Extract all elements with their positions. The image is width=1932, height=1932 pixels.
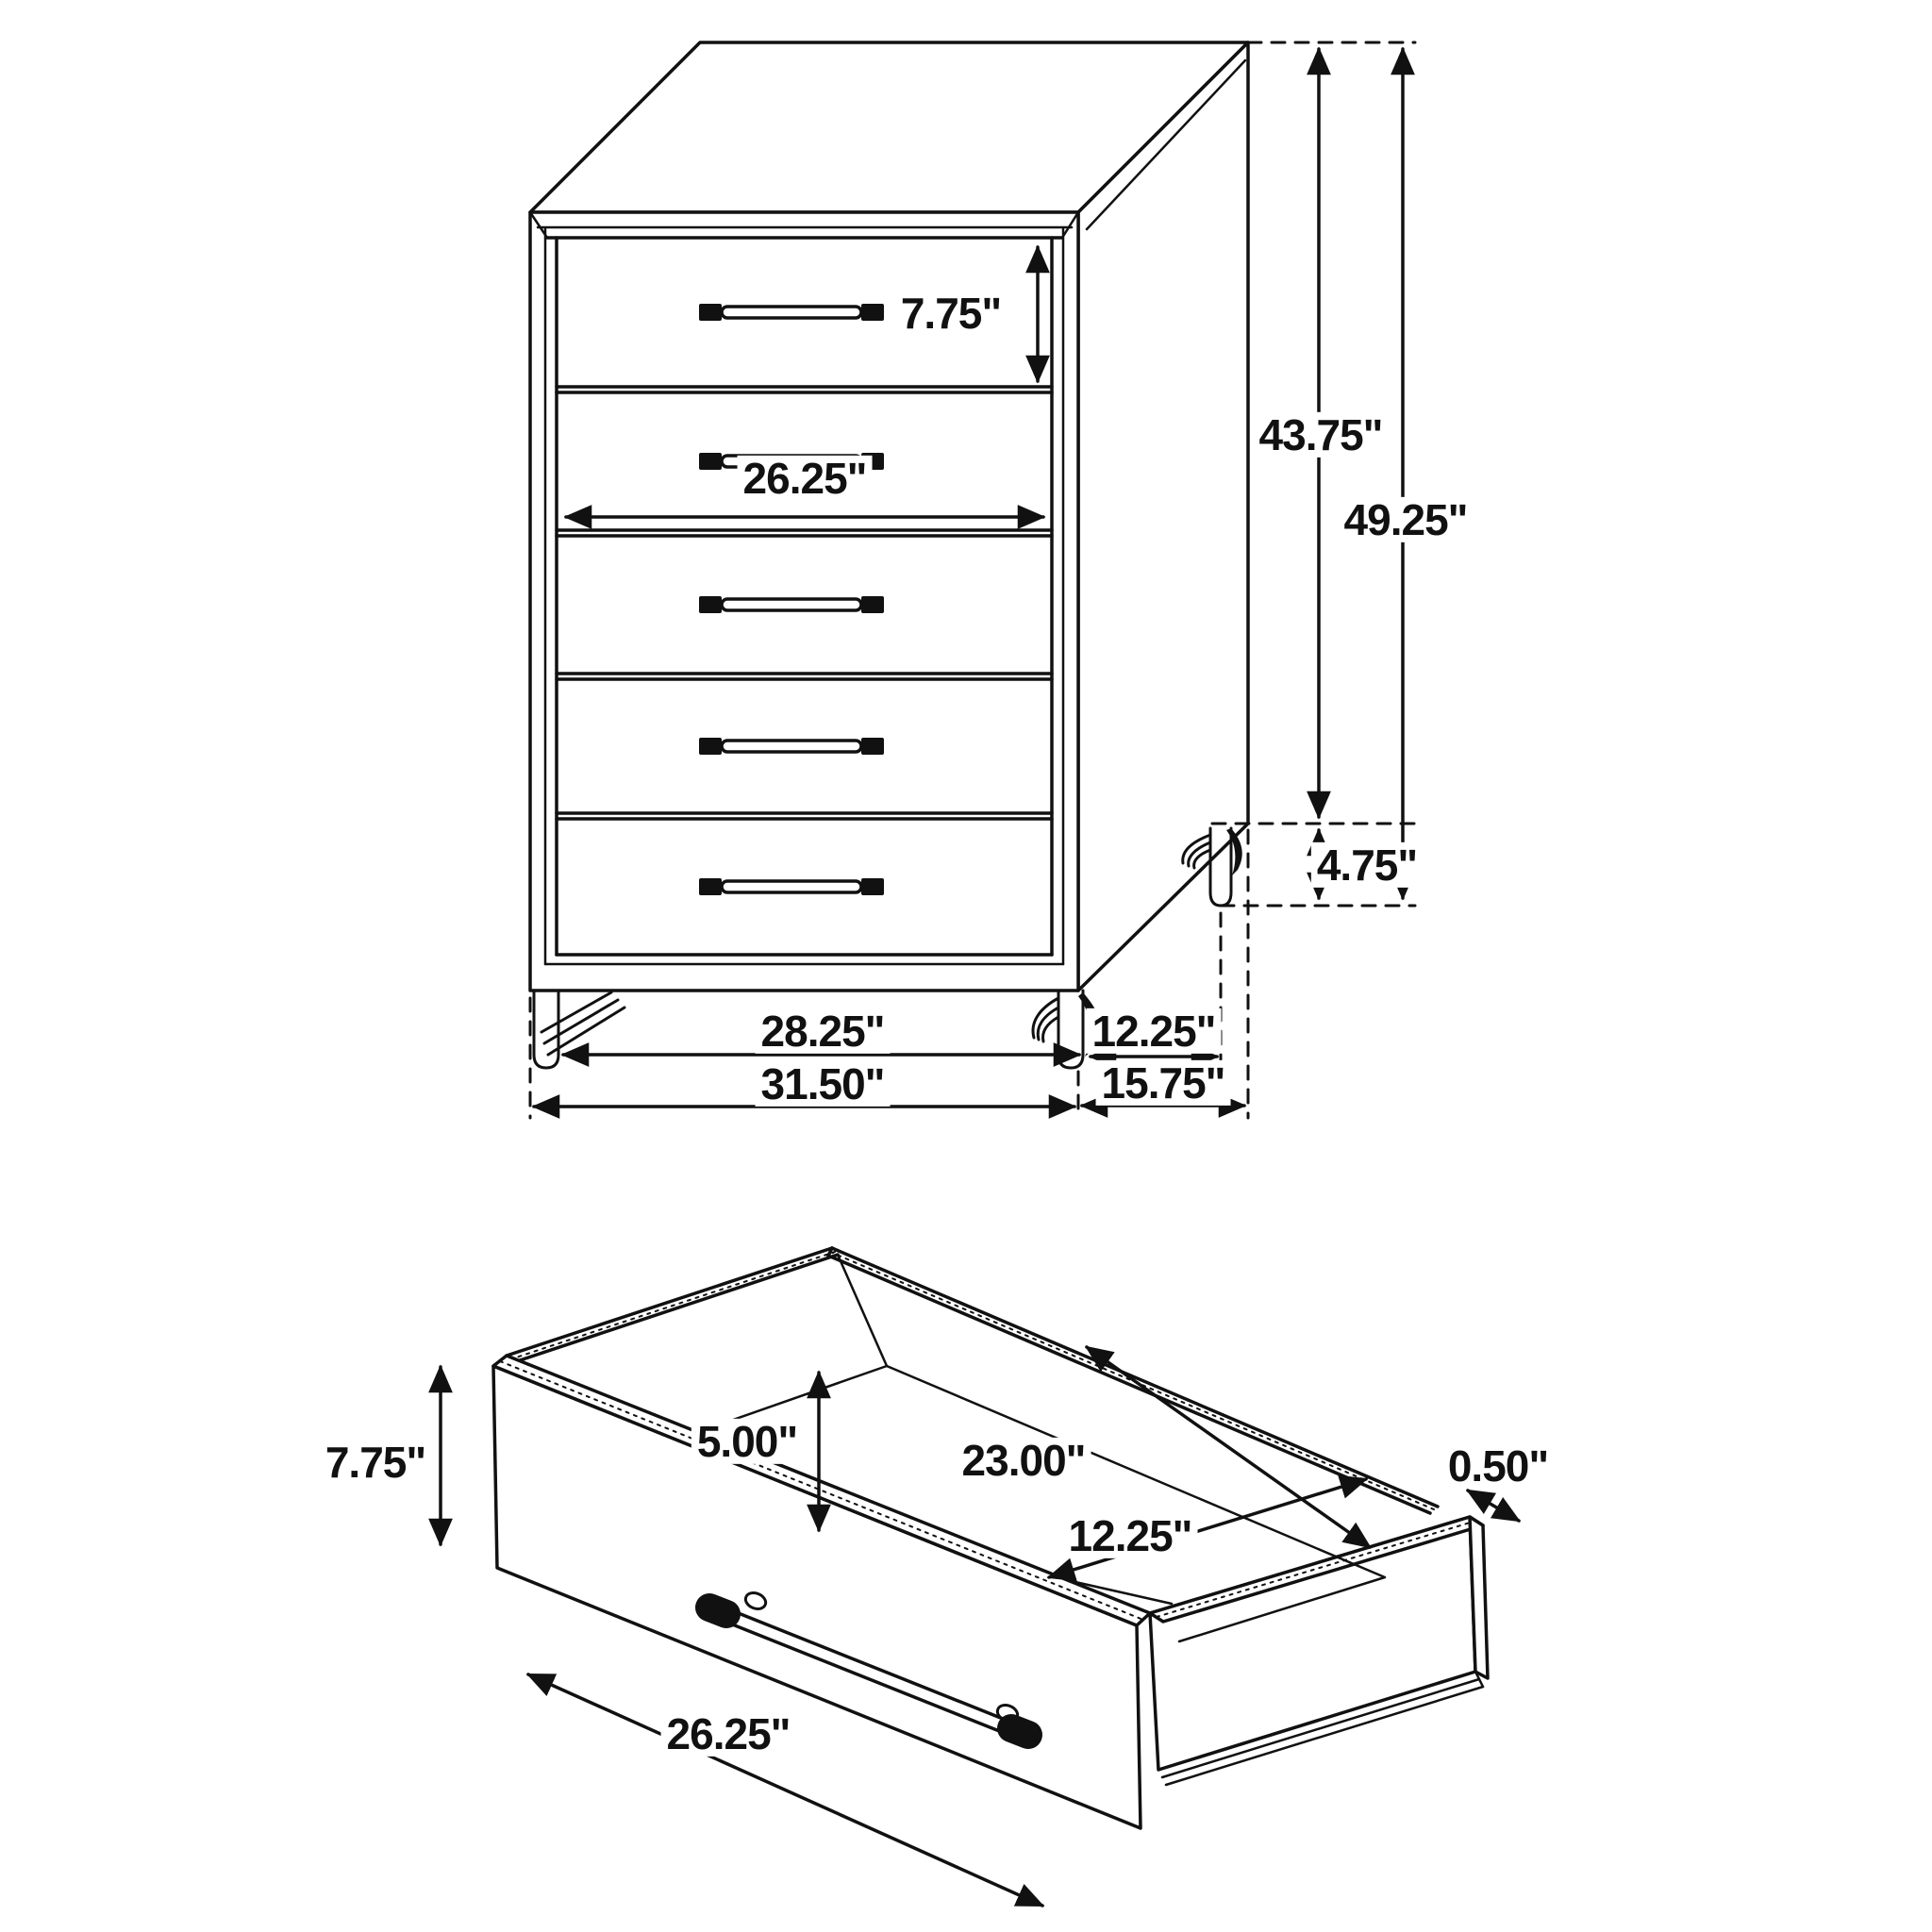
drawer-figure <box>441 1248 1519 1906</box>
chest-dim-case-height: 43.75" <box>1254 412 1389 458</box>
drawer-dim-front-height: 7.75" <box>320 1440 431 1485</box>
drawer-dim-panel-thickness: 0.50" <box>1442 1443 1554 1489</box>
chest-dim-total-depth: 15.75" <box>1096 1060 1231 1106</box>
chest-figure <box>530 42 1415 1118</box>
chest-dim-drawer-width: 26.25" <box>738 456 873 501</box>
drawer-dim-interior-length: 23.00" <box>957 1438 1091 1483</box>
chest-dim-drawer-height: 7.75" <box>895 291 1007 336</box>
chest-dim-leg-height: 4.75" <box>1311 842 1423 888</box>
chest-dim-side-leg-span: 12.25" <box>1087 1008 1222 1054</box>
drawer-dim-interior-depth: 12.25" <box>1063 1513 1198 1558</box>
chest-dim-front-leg-span: 28.25" <box>756 1008 891 1054</box>
chest-dim-total-height: 49.25" <box>1339 497 1474 542</box>
drawer-dim-interior-height: 5.00" <box>691 1419 803 1464</box>
drawer-dim-front-width: 26.25" <box>661 1711 796 1757</box>
chest-dim-total-width: 31.50" <box>756 1061 891 1107</box>
